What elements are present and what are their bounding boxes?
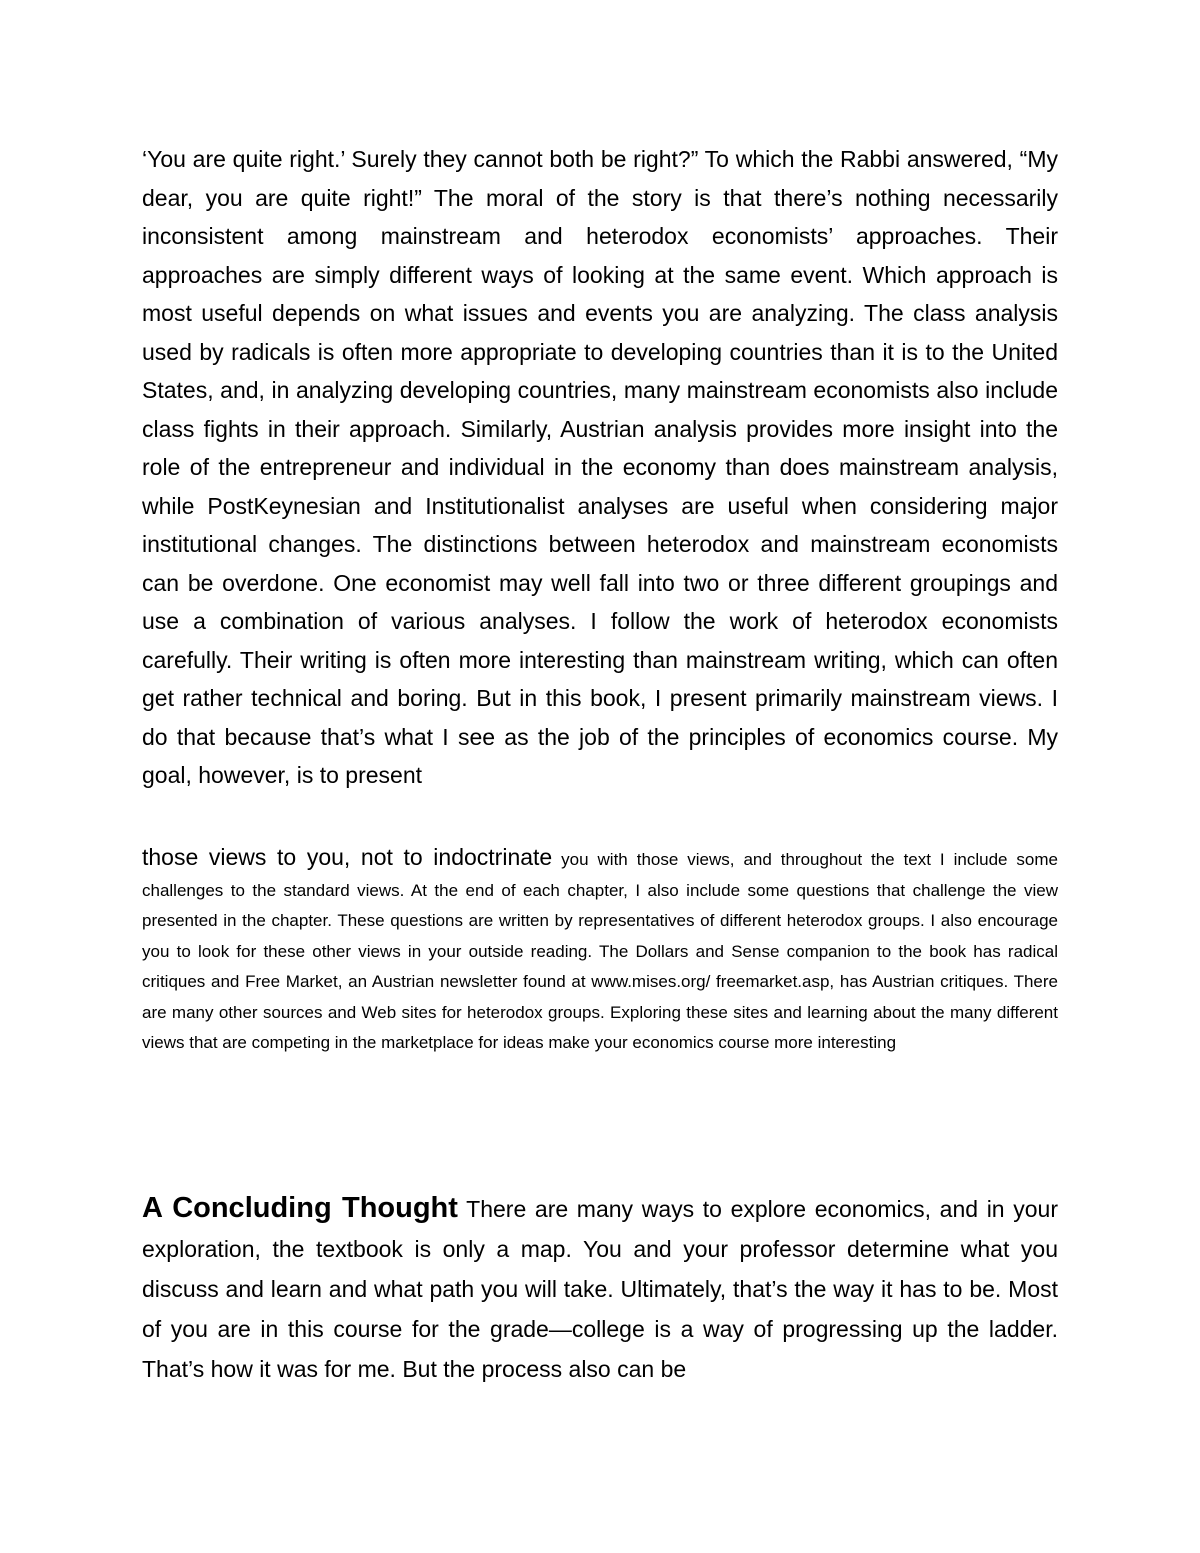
section-heading: A Concluding Thought bbox=[142, 1192, 458, 1224]
heterodox-paragraph bbox=[142, 842, 1058, 1059]
transition-small-text: you with those views, and throughout the text I include some challenges to the standard views. At the end of each chapter, I also include some questions that challenge the view presented in the chapter. These questions are written by representatives of different heterodox groups. I also encourage you to look for these other views in your outside reading. The Dollars and Sense companion to the book has radical critiques and Free Market, an Austrian newsletter found at www.mises.org/ freemarket.asp, has Austrian critiques. There are many other sources and Web sites for heterodox groups. Exploring these sites and learning about the many different views that are competing in the marketplace for ideas make your economics course more interesting bbox=[142, 850, 1059, 1052]
transition-large-text: those views to you, not to indoctrinate bbox=[142, 844, 553, 870]
conclusion-paragraph bbox=[142, 1188, 1058, 1389]
main-paragraph: ‘You are quite right.’ Surely they cannot both be right?” To which the Rabbi answered, “My dear, you are quite right!” The moral of the story is that there’s nothing necessarily inconsistent among mainstream and heterodox economists’ approaches. Their approaches are simply different ways of looking at the same event. Which approach is most useful depends on what issues and events you are analyzing. The class analysis used by radicals is often more appropriate to developing countries than it is to the United States, and, in analyzing developing countries, many mainstream economists also include class fights in their approach. Similarly, Austrian analysis provides more insight into the role of the entrepreneur and individual in the economy than does mainstream analysis, while PostKeynesian and Institutionalist analyses are useful when considering major institutional changes. The distinctions between heterodox and mainstream economists can be overdone. One economist may well fall into two or three different groupings and use a combination of various analyses. I follow the work of heterodox economists carefully. Their writing is often more interesting than mainstream writing, which can often get rather technical and boring. But in this book, I present primarily mainstream views. I do that because that’s what I see as the job of the principles of economics course. My goal, however, is to present bbox=[142, 146, 1058, 788]
conclusion-text: There are many ways to explore economics, and in your exploration, the textbook is only a map. You and your professor determine what you discuss and learn and what path you will take. Ultimately, that’s the way it has to be. Most of you are in this course for the grade—college is a way of progressing up the ladder. That’s how it was for me. But the process also can be bbox=[142, 1196, 1058, 1382]
